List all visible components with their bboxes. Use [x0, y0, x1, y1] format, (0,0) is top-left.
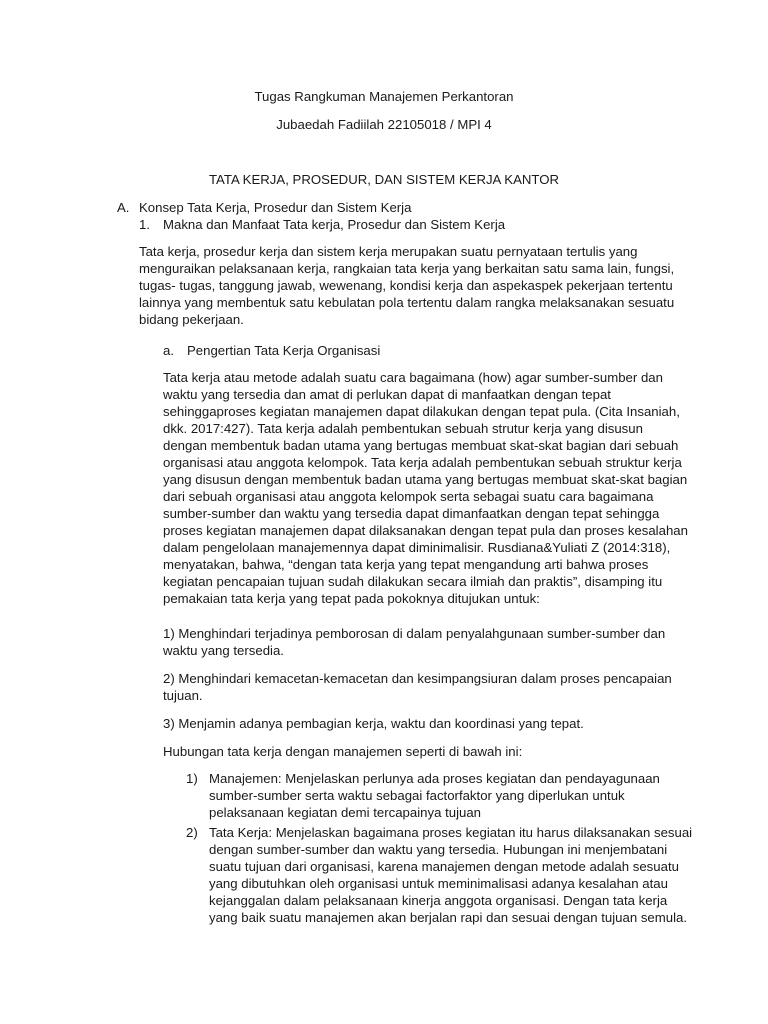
definition-line: kegiatan pencapaian tujuan sudah dilakukan secara ilmiah dan praktis”, disamping itu — [163, 574, 663, 589]
purpose-line: 3) Menjamin adanya pembagian kerja, waktu dan koordinasi yang tepat. — [163, 716, 584, 731]
author-line: Jubaedah Fadiilah 22105018 / MPI 4 — [276, 117, 492, 132]
definition-line: waktu yang tersedia dan amat di perlukan dapat di manfaatkan dengan tepat — [163, 387, 611, 402]
relation-line: kejanggalan dalam pelaksanaan kinerja anggota organisasi. Dengan tata kerja — [209, 893, 668, 908]
relation-item-work-procedure — [209, 824, 692, 926]
relation-line: sumber-sumber serta waktu sebagai factorfaktor yang diperlukan untuk — [209, 788, 625, 803]
relation-line: dengan sumber-sumber dan waktu yang tersedia. Hubungan ini menjembatani — [209, 842, 668, 857]
purpose-line: 2) Menghindari kemacetan-kemacetan dan kesimpangsiuran dalam proses pencapaian — [163, 671, 672, 686]
subsection-1-title: Makna dan Manfaat Tata kerja, Prosedur dan Sistem Kerja — [163, 217, 506, 232]
relation-marker: 2) — [186, 825, 198, 840]
main-title: TATA KERJA, PROSEDUR, DAN SISTEM KERJA KANTOR — [208, 172, 560, 187]
purpose-item-2 — [163, 670, 672, 704]
subsection-1-marker: 1. — [139, 217, 150, 232]
definition-paragraph — [163, 369, 688, 607]
relation-intro: Hubungan tata kerja dengan manajemen seperti di bawah ini: — [163, 744, 523, 759]
intro-line: bidang pekerjaan. — [139, 312, 244, 327]
purpose-line: waktu yang tersedia. — [163, 643, 284, 658]
intro-line: lainnya yang membentuk satu kebulatan pola tertentu dalam rangka melaksanakan sesuatu — [139, 295, 675, 310]
definition-line: sumber-sumber dan waktu yang tersedia dapat dimanfaatkan dengan tepat sehingga — [163, 506, 660, 521]
definition-line: Tata kerja atau metode adalah suatu cara bagaimana (how) agar sumber-sumber dan — [163, 370, 663, 385]
relation-line: yang dibutuhkan oleh organisasi untuk meminimalisasi adanya kesalahan atau — [209, 876, 668, 891]
definition-line: yang disusun dengan membentuk badan utama yang bertugas membuat skat-skat bagian — [163, 472, 688, 487]
definition-line: menyatakan, bahwa, “dengan tata kerja yang tepat mengandung arti bahwa proses — [163, 557, 649, 572]
relation-line: suatu tujuan dari organisasi, karena manajemen dengan metode adalah sesuatu — [209, 859, 679, 874]
intro-line: Tata kerja, prosedur kerja dan sistem kerja merupakan suatu pernyataan tertulis yang — [139, 244, 638, 259]
section-a-marker: A. — [117, 200, 130, 215]
relation-line: pelaksanaan kegiatan demi tercapainya tujuan — [209, 805, 481, 820]
relation-marker: 1) — [186, 771, 198, 786]
relation-line: Tata Kerja: Menjelaskan bagaimana proses kegiatan itu harus dilaksanakan sesuai — [209, 825, 693, 840]
definition-line: pemakaian tata kerja yang tepat pada pokoknya ditujukan untuk: — [163, 591, 540, 606]
intro-paragraph — [139, 243, 674, 328]
definition-line: dkk. 2017:427). Tata kerja adalah pembentukan sebuah strutur kerja yang disusun — [163, 421, 643, 436]
relation-item-management — [209, 770, 660, 821]
purpose-item-1 — [163, 625, 665, 659]
intro-line: menguraikan pelaksanaan kerja, rangkaian tata kerja yang berkaitan satu sama lain, fungsi, — [139, 261, 675, 276]
subsection-a-title: Pengertian Tata Kerja Organisasi — [187, 343, 381, 358]
intro-line: tugas- tugas, tanggung jawab, wewenang, kondisi kerja dan aspekaspek pekerjaan tertentu — [139, 278, 673, 293]
definition-line: dalam pengelolaan manajemennya dapat diminimalisir. Rusdiana&Yuliati Z (2014:318), — [163, 540, 671, 555]
definition-line: dengan membentuk badan utama yang bertugas membuat skat-skat bagian dari sebuah — [163, 438, 679, 453]
section-a-title: Konsep Tata Kerja, Prosedur dan Sistem Kerja — [139, 200, 412, 215]
definition-line: proses kegiatan manajemen dapat dilaksanakan dengan tepat pula dan proses kesalahan — [163, 523, 688, 538]
purpose-line: tujuan. — [163, 688, 203, 703]
definition-line: organisasi atau anggota kelompok. Tata kerja adalah pembentukan sebuah struktur kerja — [163, 455, 682, 470]
subsection-a-marker: a. — [163, 343, 174, 358]
relation-line: yang baik suatu manajemen akan berjalan rapi dan sesuai dengan tujuan semula. — [209, 910, 688, 925]
relation-line: Manajemen: Menjelaskan perlunya ada proses kegiatan dan pendayagunaan — [209, 771, 660, 786]
purpose-item-3 — [163, 715, 584, 732]
document-title: Tugas Rangkuman Manajemen Perkantoran — [254, 89, 514, 104]
purpose-line: 1) Menghindari terjadinya pemborosan di dalam penyalahgunaan sumber-sumber dan — [163, 626, 666, 641]
definition-line: sehinggaproses kegiatan manajemen dapat dilakukan dengan tepat pula. (Cita Insaniah, — [163, 404, 680, 419]
definition-line: dari sebuah organisasi atau anggota kelompok serta sebagai suatu cara bagaimana — [163, 489, 654, 504]
